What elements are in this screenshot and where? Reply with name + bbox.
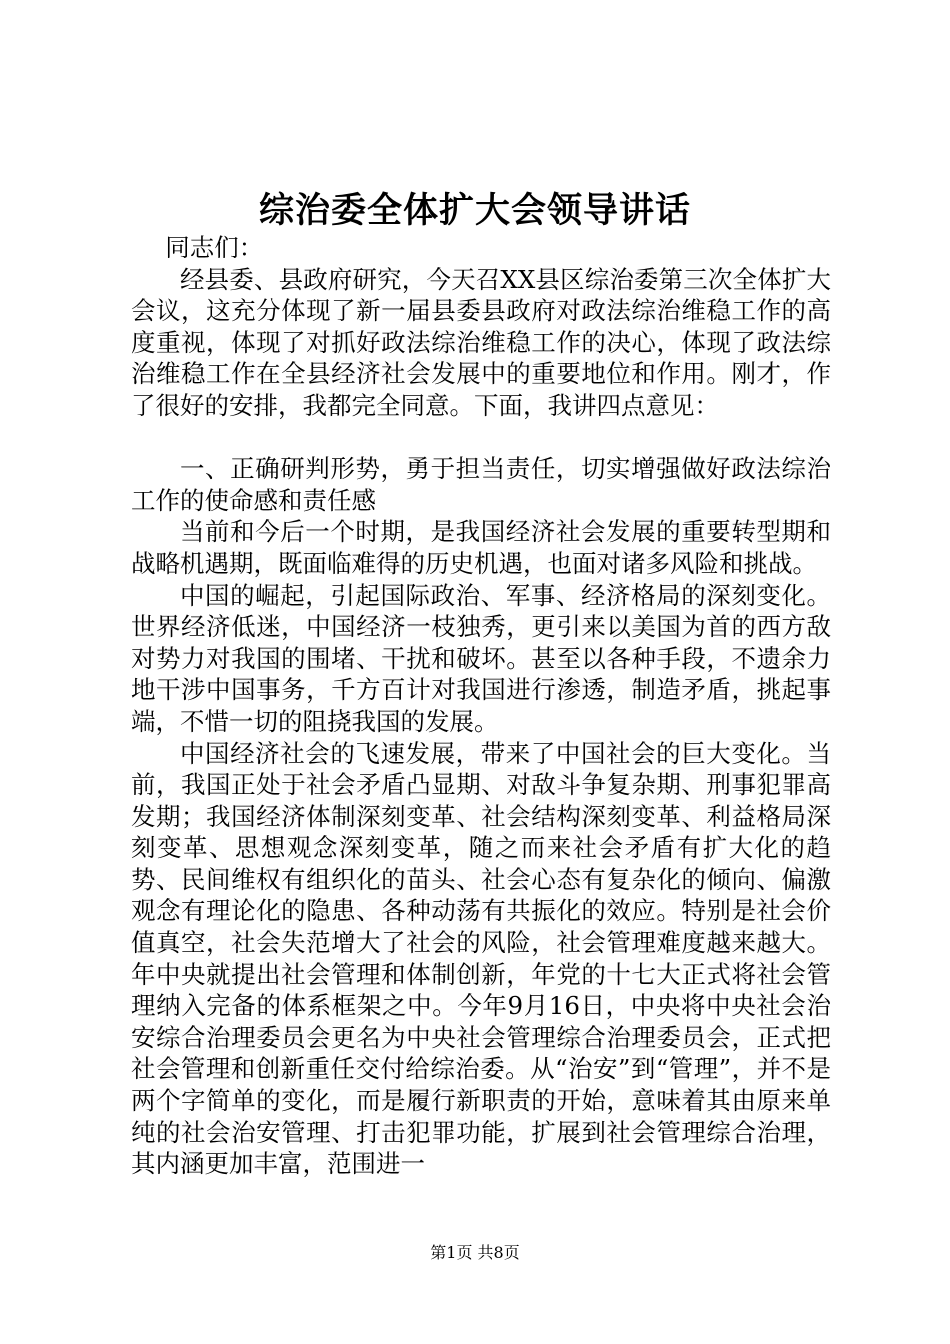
greeting: 同志们： (165, 233, 264, 262)
section-heading-1: 一、正确研判形势，勇于担当责任，切实增强做好政法综治工作的使命感和责任感 (131, 454, 831, 515)
page-number-footer: 第1页 共8页 (430, 1243, 520, 1262)
paragraph: 中国经济社会的飞速发展，带来了中国社会的巨大变化。当前，我国正处于社会矛盾凸显期、对敌斗争复杂期、刑事犯罪高发期；我国经济体制深刻变革、社会结构深刻变革、利益格局深刻变革、思想观念深刻变革，随之而来社会矛盾有扩大化的趋势、民间维权有组织化的苗头、社会心态有复杂化的倾向、偏激观念有理论化的隐患、各种动荡有共振化的效应。特别是社会价值真空，社会失范增大了社会的风险，社会管理难度越来越大。年中央就提出社会管理和体制创新，年党的十七大正式将社会管理纳入完备的体系框架之中。今年9月16日，中央将中央社会治安综合治理委员会更名为中央社会管理综合治理委员会，正式把社会管理和创新重任交付给综治委。从“治安”到“管理”，并不是两个字简单的变化，而是履行新职责的开始，意味着其由原来单纯的社会治安管理、打击犯罪功能，扩展到社会管理综合治理，其内涵更加丰富，范围进一 (131, 738, 831, 1179)
paragraph: 中国的崛起，引起国际政治、军事、经济格局的深刻变化。世界经济低迷，中国经济一枝独秀，更引来以美国为首的西方敌对势力对我国的围堵、干扰和破坏。甚至以各种手段，不遗余力地干涉中国事务，千方百计对我国进行渗透，制造矛盾，挑起事端，不惜一切的阻挠我国的发展。 (131, 580, 831, 736)
paragraph-intro: 经县委、县政府研究，今天召XX县区综治委第三次全体扩大会议，这充分体现了新一届县委县政府对政法综治维稳工作的高度重视，体现了对抓好政法综治维稳工作的决心，体现了政法综治维稳工作在全县经济社会发展中的重要地位和作用。刚才，作了很好的安排，我都完全同意。下面，我讲四点意见： (131, 264, 831, 420)
document-body (131, 232, 831, 1180)
document-title: 综治委全体扩大会领导讲话 (258, 190, 691, 231)
paragraph: 当前和今后一个时期，是我国经济社会发展的重要转型期和战略机遇期，既面临难得的历史机遇，也面对诸多风险和挑战。 (131, 517, 831, 578)
